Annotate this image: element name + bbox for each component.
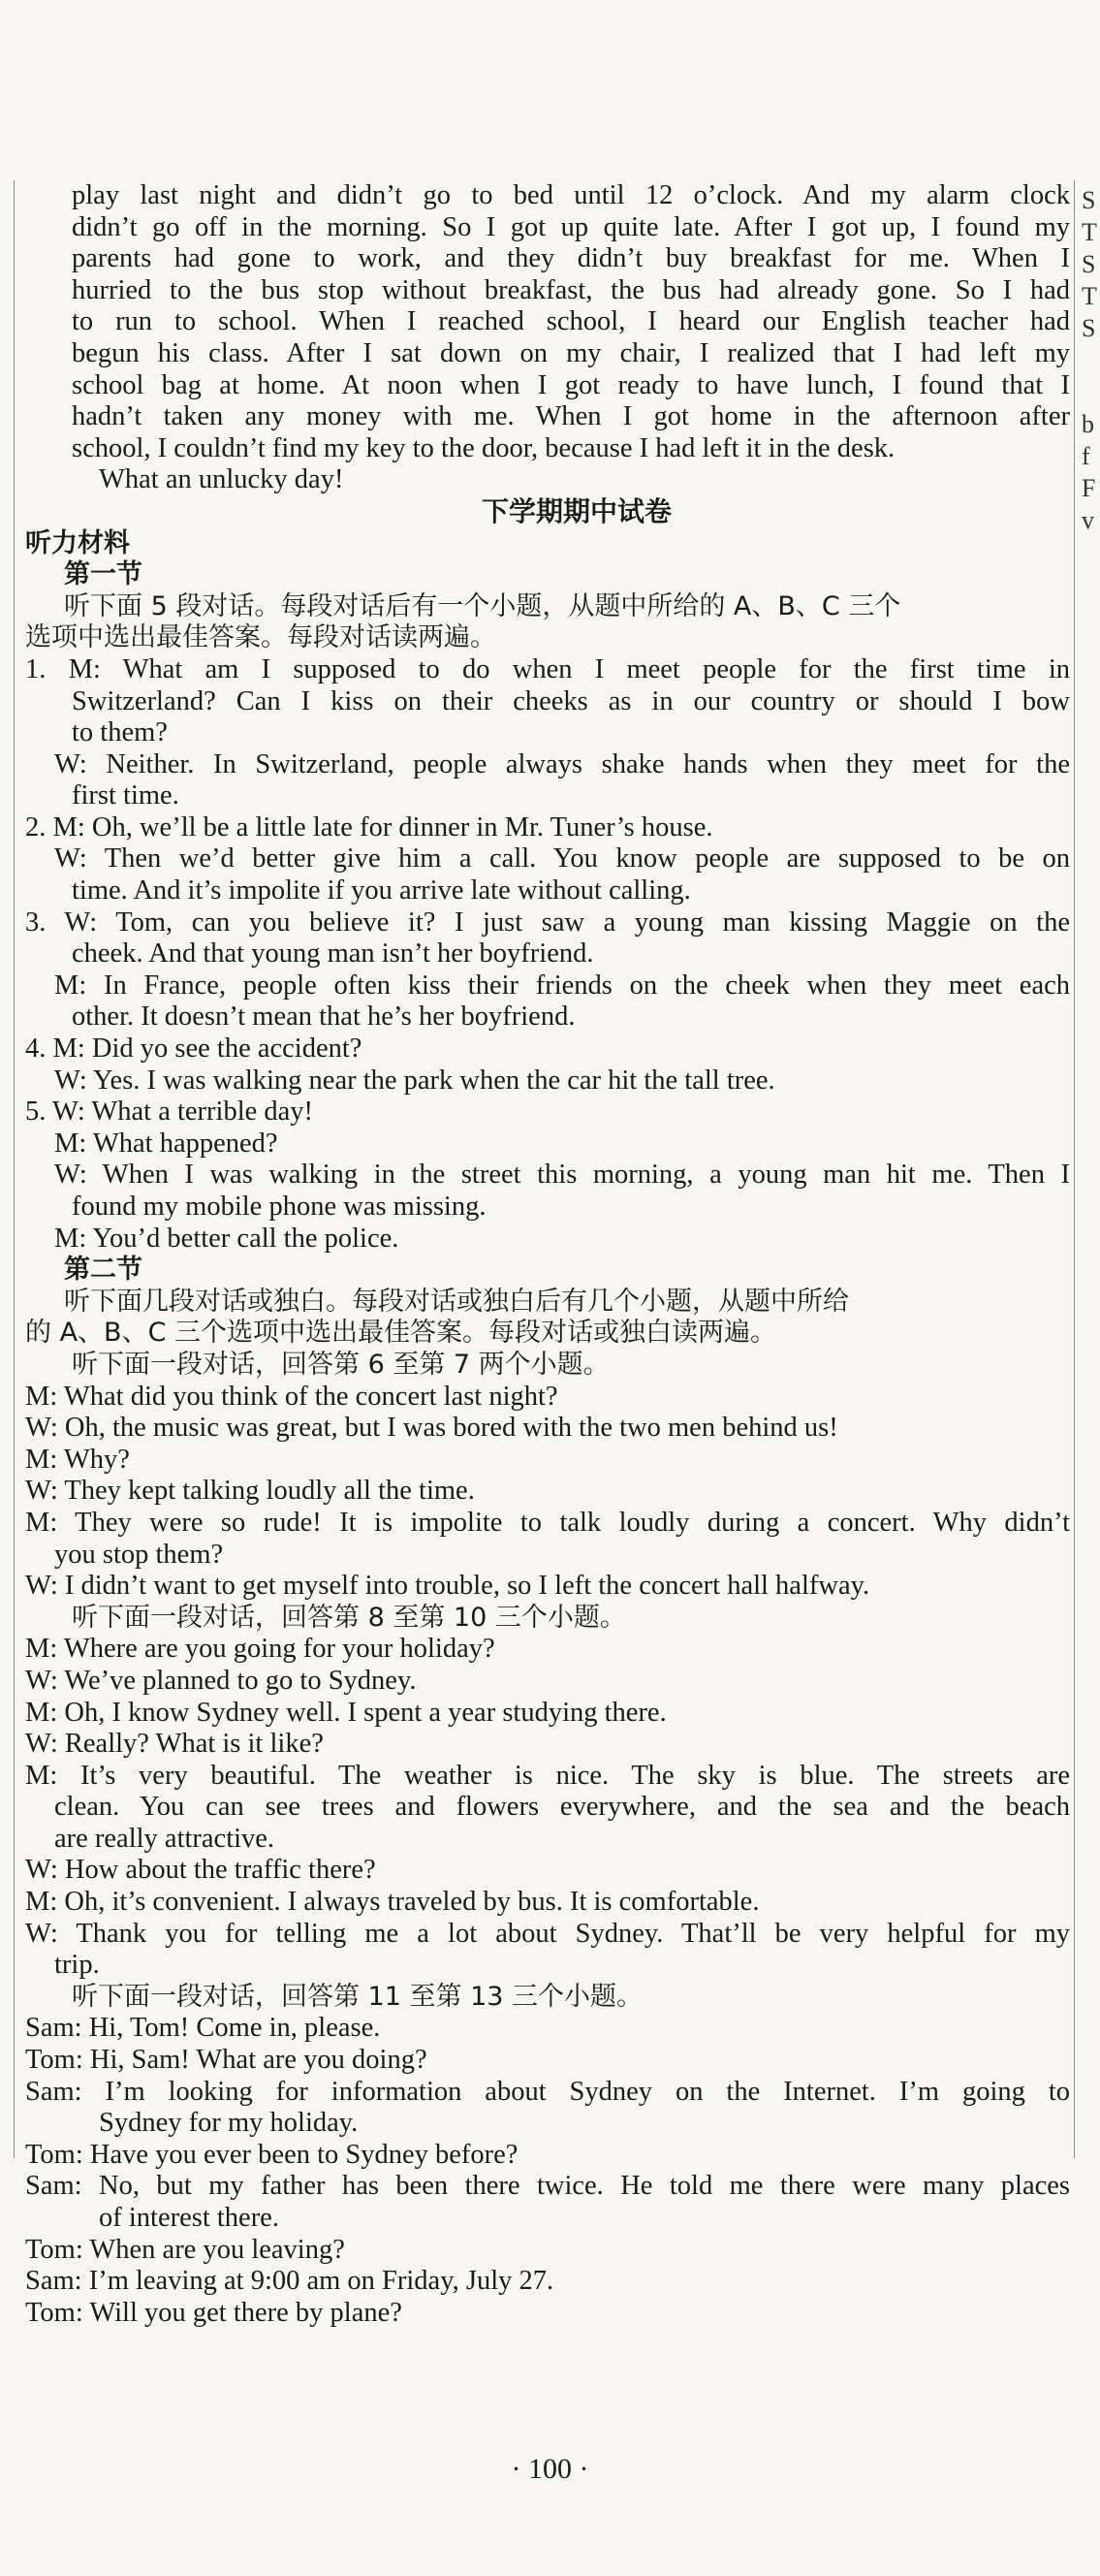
dialogue-line: W: Really? What is it like?: [25, 1729, 324, 1760]
main-column: [25, 180, 1070, 2329]
dialogue-line: Sam: I’m looking for information about Sydney on the Internet. I’m going to: [25, 2076, 1070, 2107]
dialogue-line: W: I didn’t want to get myself into trouble, so I left the concert hall halfway.: [25, 1571, 870, 1602]
section-heading: 第一节: [64, 559, 142, 590]
fragment-letter: b: [1082, 410, 1094, 438]
dialogue-line: first time.: [72, 780, 179, 811]
dialogue-line: found my mobile phone was missing.: [72, 1192, 487, 1222]
story-line: begun his class. After I sat down on my chair, I realized that I had left my: [72, 337, 1070, 368]
dialogue-line: M: Where are you going for your holiday?: [25, 1634, 495, 1665]
dialogue-line: other. It doesn’t mean that he’s her boyfriend.: [72, 1002, 576, 1033]
dialogue-line: M: They were so rude! It is impolite to talk loudly during a concert. Why didn’t: [25, 1507, 1070, 1538]
story-line: school bag at home. At noon when I got ready to have lunch, I found that I: [72, 369, 1070, 400]
dialogue-line: 5. W: What a terrible day!: [25, 1097, 314, 1128]
dialogue-line: trip.: [54, 1950, 100, 1981]
instruction-line: 选项中选出最佳答案。每段对话读两遍。: [25, 622, 496, 653]
fragment-letter: F: [1082, 474, 1096, 502]
dialogue-line: W: Oh, the music was great, but I was bored with the two men behind us!: [25, 1413, 838, 1444]
dialogue-line: W: Thank you for telling me a lot about Sydney. That’ll be very helpful for my: [25, 1918, 1070, 1949]
dialogue-line: Sam: Hi, Tom! Come in, please.: [25, 2013, 381, 2044]
dialogue-line: 3. W: Tom, can you believe it? I just saw a young man kissing Maggie on the: [25, 906, 1070, 938]
dialogue-line: W: Yes. I was walking near the park when the car hit the tall tree.: [54, 1065, 775, 1096]
story-line: to run to school. When I reached school, I heard our English teacher had: [72, 306, 1070, 337]
part-intro: 听下面一段对话，回答第 6 至第 7 两个小题。: [72, 1349, 610, 1380]
fragment-letter: T: [1082, 282, 1097, 310]
fragment-letter: S: [1082, 314, 1096, 342]
instruction-line: 听下面 5 段对话。每段对话后有一个小题，从题中所给的 A、B、C 三个: [64, 590, 901, 621]
dialogue-line: to them?: [72, 717, 168, 748]
part-intro: 听下面一段对话，回答第 8 至第 10 三个小题。: [72, 1602, 626, 1633]
fragment-letter: S: [1082, 250, 1096, 278]
dialogue-line: 1. M: What am I supposed to do when I meet people for the first time in: [25, 653, 1070, 684]
fragment-letter: [1082, 344, 1100, 376]
dialogue-line: time. And it’s impolite if you arrive late without calling.: [72, 875, 691, 906]
dialogue-line: Sam: I’m leaving at 9:00 am on Friday, July 27.: [25, 2266, 554, 2297]
dialogue-line: M: You’d better call the police.: [54, 1223, 399, 1254]
dialogue-line: Tom: Have you ever been to Sydney before?: [25, 2139, 519, 2170]
dialogue-line: Tom: Hi, Sam! What are you doing?: [25, 2045, 427, 2076]
story-line: parents had gone to work, and they didn’t buy breakfast for me. When I: [72, 243, 1070, 274]
page-number: · 100 ·: [511, 2453, 589, 2485]
dialogue-line: W: Then we’d better give him a call. You know people are supposed to be on: [54, 843, 1070, 875]
next-column-fragment: [1082, 184, 1100, 536]
fragment-letter: [1082, 376, 1100, 408]
dialogue-line: clean. You can see trees and flowers everywhere, and the sea and the beach: [54, 1792, 1070, 1823]
dialogue-line: Tom: When are you leaving?: [25, 2234, 345, 2265]
dialogue-line: 4. M: Did yo see the accident?: [25, 1034, 362, 1065]
story-line: didn’t go off in the morning. So I got up quite late. After I got up, I found my: [72, 211, 1070, 242]
story-line: play last night and didn’t go to bed until 12 o’clock. And my alarm clock: [72, 180, 1070, 210]
dialogue-line: M: In France, people often kiss their friends on the cheek when they meet each: [54, 970, 1070, 1001]
dialogue-line: M: Oh, I know Sydney well. I spent a year studying there.: [25, 1697, 667, 1728]
dialogue-line: M: What happened?: [54, 1128, 278, 1159]
fragment-letter: v: [1082, 506, 1094, 534]
dialogue-line: W: We’ve planned to go to Sydney.: [25, 1665, 417, 1696]
dialogue-line: Tom: Will you get there by plane?: [25, 2297, 402, 2328]
instruction-line: 听下面几段对话或独白。每段对话或独白后有几个小题，从题中所给: [64, 1286, 849, 1317]
instruction-line: 的 A、B、C 三个选项中选出最佳答案。每段对话或独白读两遍。: [25, 1318, 777, 1349]
dialogue-line: M: Oh, it’s convenient. I always traveled by bus. It is comfortable.: [25, 1887, 760, 1918]
dialogue-line: are really attractive.: [54, 1823, 275, 1854]
story-line: hadn’t taken any money with me. When I got home in the afternoon after: [72, 401, 1070, 432]
dialogue-line: M: What did you think of the concert last night?: [25, 1381, 558, 1412]
exam-title: 下学期期中试卷: [481, 495, 672, 527]
dialogue-line: W: When I was walking in the street this morning, a young man hit me. Then I: [54, 1160, 1070, 1191]
column-divider-rule: [1074, 180, 1075, 2158]
fragment-letter: f: [1082, 442, 1090, 470]
story-line: hurried to the bus stop without breakfast, the bus had already gone. So I had: [72, 274, 1070, 305]
dialogue-line: you stop them?: [54, 1539, 224, 1570]
part-intro: 听下面一段对话，回答第 11 至第 13 三个小题。: [72, 1981, 644, 2012]
dialogue-line: M: It’s very beautiful. The weather is nice. The sky is blue. The streets are: [25, 1760, 1070, 1791]
story-line: What an unlucky day!: [99, 464, 344, 495]
section-heading: 第二节: [64, 1255, 142, 1286]
dialogue-line: W: Neither. In Switzerland, people always shake hands when they meet for the: [54, 748, 1070, 779]
fragment-letter: T: [1082, 218, 1097, 246]
dialogue-line: Switzerland? Can I kiss on their cheeks as in our country or should I bow: [72, 685, 1070, 716]
dialogue-line: Sydney for my holiday.: [99, 2108, 359, 2139]
dialogue-line: Sam: No, but my father has been there twice. He told me there were many places: [25, 2171, 1070, 2202]
listening-heading: 听力材料: [25, 527, 130, 558]
dialogue-line: of interest there.: [99, 2203, 279, 2233]
story-line: school, I couldn’t find my key to the door, because I had left it in the desk.: [72, 432, 896, 463]
left-margin-rule: [14, 180, 15, 2158]
dialogue-line: 2. M: Oh, we’ll be a little late for dinner in Mr. Tuner’s house.: [25, 811, 713, 843]
dialogue-line: W: They kept talking loudly all the time.: [25, 1476, 475, 1507]
dialogue-line: M: Why?: [25, 1444, 130, 1475]
dialogue-line: cheek. And that young man isn’t her boyfriend.: [72, 938, 594, 970]
fragment-letter: S: [1082, 186, 1096, 214]
dialogue-line: W: How about the traffic there?: [25, 1855, 376, 1886]
